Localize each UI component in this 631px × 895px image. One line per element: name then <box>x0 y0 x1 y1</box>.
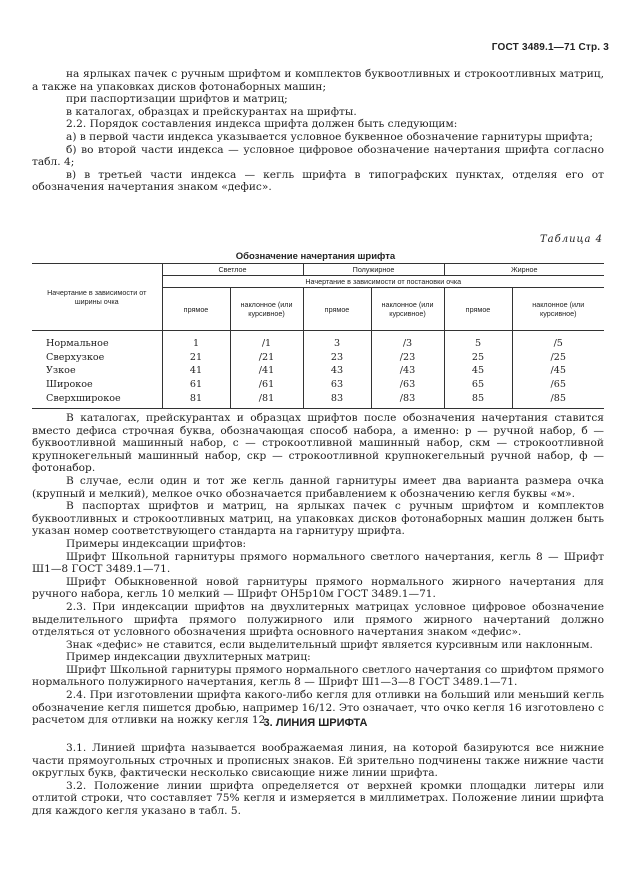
table-cell: /1 <box>230 331 303 351</box>
style-designation-table <box>32 263 604 409</box>
row-name: Сверхширокое <box>32 391 162 408</box>
paragraph: Пример индексации двухлитерных матриц: <box>66 651 311 664</box>
table-cell: /21 <box>230 351 303 365</box>
table-cell: /81 <box>230 391 303 408</box>
table-cell: 61 <box>162 378 230 392</box>
table-cell: /25 <box>512 351 604 365</box>
column-header: прямое <box>444 288 512 331</box>
table-cell: 25 <box>444 351 512 365</box>
page-header: ГОСТ 3489.1—71 Стр. 3 <box>491 42 609 53</box>
column-header: прямое <box>162 288 230 331</box>
table-cell: 85 <box>444 391 512 408</box>
paragraph: В паспортах шрифтов и матриц, на ярлыках пачек с ручным шрифтом и комплектов буквоотливных и строкоотливных матриц, на упаковках дисков фотонаборных машин должен быть указан номер соответствующего стандарта на гарнитуру шрифта. <box>32 500 604 538</box>
paragraph: Шрифт Обыкновенной новой гарнитуры прямого нормального жирного начертания для ручного набора, кегль 10 мелкий — Шрифт ОН5р10м ГОСТ 3489.1—71. <box>32 575 604 601</box>
paragraph: В каталогах, прейскурантах и образцах шрифтов после обозначения начертания ставится вместо дефиса строчная буква, обозначающая способ набора, а именно: р — ручной набор, б — буквоотливной машинный набор, с — строкоотливной машинный набор, скм — строкоотливной крупнокегельный машинный набор, скр — строкоотливной крупнокегельный ручной набор, ф — фотонабор. <box>32 412 604 475</box>
table-cell: 1 <box>162 331 230 351</box>
top-text-block <box>32 68 604 194</box>
table-cell: /3 <box>371 331 444 351</box>
column-header: наклонное (или курсивное) <box>371 288 444 331</box>
group-header: Жирное <box>444 264 604 276</box>
table-row <box>32 378 604 392</box>
table-cell: /5 <box>512 331 604 351</box>
table-number: Таблица 4 <box>539 234 603 245</box>
group-header: Полужирное <box>303 264 444 276</box>
table-row <box>32 331 604 351</box>
table-cell: /61 <box>230 378 303 392</box>
paragraph: 3.2. Положение линии шрифта определяется от верхней кромки площадки литеры или отлитой строки, что составляет 75% кегля и измеряется в миллиметрах. Положение линии шрифта для каждого кегля указано в табл. 5. <box>32 779 604 817</box>
paragraph: Шрифт Школьной гарнитуры прямого нормального светлого начертания, кегль 8 — Шрифт Ш1—8 ГОСТ 3489.1—71. <box>32 550 604 576</box>
table-cell: 63 <box>303 378 371 392</box>
paragraph: а) в первой части индекса указывается условное буквенное обозначение гарнитуры шрифта; <box>66 130 593 143</box>
paragraph: 2.3. При индексации шрифтов на двухлитерных матрицах условное цифровое обозначение выделительного шрифта прямого полужирного или прямого жирного начертаний должно отделяться от условного обозначения шрифта основного начертания знаком «дефис». <box>32 600 604 639</box>
table-cell: /63 <box>371 378 444 392</box>
group-header: Светлое <box>162 264 303 276</box>
table-cell: 81 <box>162 391 230 408</box>
paragraph: на ярлыках пачек с ручным шрифтом и комплектов буквоотливных и строкоотливных матриц, а также на упаковках дисков фотонаборных машин; <box>32 68 604 93</box>
paragraph: 3.1. Линией шрифта называется воображаемая линия, на которой базируются все нижние части прямоугольных строчных и прописных знаков. Ей зрительно подчинены также нижние части округлых букв, фактически несколько свисающие ниже линии шрифта. <box>32 742 604 780</box>
paragraph: при паспортизации шрифтов и матриц; <box>66 93 288 106</box>
table-cell: 45 <box>444 364 512 378</box>
table-title: Обозначение начертания шрифта <box>235 251 396 262</box>
paragraph: В случае, если один и тот же кегль данной гарнитуры имеет два варианта размера очка (крупный и мелкий), мелкое очко обозначается прибавлением к обозначению кегля буквы «м». <box>32 474 604 500</box>
table-cell: 41 <box>162 364 230 378</box>
table-row <box>32 351 604 365</box>
paragraph: б) во второй части индекса — условное цифровое обозначение начертания шрифта согласно табл. 4; <box>32 143 604 169</box>
table-cell: /23 <box>371 351 444 365</box>
paragraph: в) в третьей части индекса — кегль шрифта в типографских пунктах, отделяя его от обозначения начертания знаком «дефис». <box>32 168 604 194</box>
table-cell: 23 <box>303 351 371 365</box>
row-header-cell: Начертание в зависимости от ширины очка <box>32 264 162 331</box>
middle-text-block <box>32 412 604 727</box>
column-header: наклонное (или курсивное) <box>512 288 604 331</box>
paragraph: Примеры индексации шрифтов: <box>66 537 247 550</box>
bottom-text-block <box>32 742 604 818</box>
row-name: Широкое <box>46 379 93 391</box>
column-header: наклонное (или курсивное) <box>230 288 303 331</box>
column-header: прямое <box>303 288 371 331</box>
table-cell: /85 <box>512 391 604 408</box>
sub-header: Начертание в зависимости от постановки очка <box>162 276 604 288</box>
paragraph: Шрифт Школьной гарнитуры прямого нормального светлого начертания со шрифтом прямого нормального полужирного начертания, кегль 8 — Шрифт Ш1—3—8 ГОСТ 3489.1—71. <box>32 663 604 689</box>
row-name: Узкое <box>46 365 76 377</box>
table-cell: /83 <box>371 391 444 408</box>
table-cell: 65 <box>444 378 512 392</box>
table-row <box>32 391 604 408</box>
row-name: Сверхузкое <box>46 351 105 363</box>
table-cell: /41 <box>230 364 303 378</box>
table-cell: 5 <box>444 331 512 351</box>
paragraph: 2.4. При изготовлении шрифта какого-либо кегля для отливки на больший или меньший кегль обозначение кегля пишется дробью, например 16/12. Это означает, что очко кегля 16 изготовлено с расчетом для отливки на ножку кегля 12. <box>32 689 604 727</box>
row-name: Нормальное <box>46 338 109 350</box>
table-cell: 21 <box>162 351 230 365</box>
table-row <box>32 364 604 378</box>
paragraph: Знак «дефис» не ставится, если выделительный шрифт является курсивным или наклонным. <box>66 638 593 651</box>
paragraph: 2.2. Порядок составления индекса шрифта должен быть следующим: <box>66 118 458 131</box>
table-cell: 43 <box>303 364 371 378</box>
table-cell: 3 <box>303 331 371 351</box>
paragraph: в каталогах, образцах и прейскурантах на шрифты. <box>66 105 357 118</box>
table-cell: 83 <box>303 391 371 408</box>
table-cell: /45 <box>512 364 604 378</box>
table-cell: /65 <box>512 378 604 392</box>
section-title: 3. ЛИНИЯ ШРИФТА <box>263 717 368 729</box>
table-cell: /43 <box>371 364 444 378</box>
